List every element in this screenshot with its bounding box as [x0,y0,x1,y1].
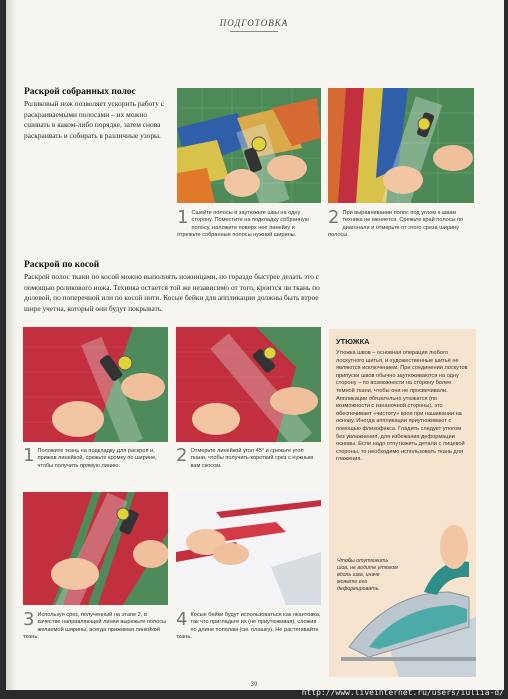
step-text: Используя срез, полученный на этапе 2, в качестве направляющей линии вырежьте полосы желаемой ширины, всегда прижимая линейкой ткань. [23,612,167,641]
section-header: ПОДГОТОВКА [219,18,289,28]
step-number: 2 [328,207,340,228]
step-text: Положите ткань на подкладку для раскроя и, прижав линейкой, срежьте кромку по ширине, чтобы получить прямую линию. [37,448,157,469]
photo-strip-cutting-1-art [177,88,321,203]
section1-title: Раскрой собранных полос [24,87,136,97]
section1-text: Роликовый нож позволяет ускорить работу с раскраиваемыми полосами – их можно сшивать в каком-либо порядке, затем снова раскраивать и собирать в различные узоры. [24,99,165,140]
sidebar-title: УТЮЖКА [336,337,370,346]
photo-bias-step3 [23,492,168,605]
photo-bias-step1 [23,327,168,442]
step-number: 4 [176,609,188,630]
section2-text: Раскрой полос ткани по косой можно выполнять ножницами, но гораздо быстрее делать это с помощью роликового ножа. Техника остается той же независимо от того, кроится ли ткань по долевой, по поперечной или по косой нити. Косые бейки для аппликации должны быть втрое шире учетна, который они будут покрывать. [24,272,320,313]
page-spine-shadow [6,0,16,690]
section1-step1-caption [177,207,319,240]
step-text: Сшейте полосы и заутюжьте швы на одну сторону. Поместите на подкладку собранную полосу, наложите поверх нее линейку и отрежьте собранные полосы нужной ширины. [177,210,309,239]
section2-step4-caption [176,609,321,642]
step-number: 1 [177,207,189,228]
step-number: 2 [176,445,188,466]
section2-step1-caption [23,445,168,470]
section2-title: Раскрой по косой [24,260,100,270]
photo-bias-step3-art [23,492,168,605]
photo-strip-cutting-2 [328,88,474,203]
step-number: 3 [23,609,35,630]
section2-step3-caption [23,609,168,642]
step-text: Отмерьте линейкой угол 45° и срежьте угол ткани, чтобы получить короткий срез с нужным вам скосом. [190,448,314,469]
photo-bias-step1-art [23,327,168,442]
step-number: 1 [23,445,35,466]
photo-strip-cutting-1 [177,88,321,203]
sidebar-text: Утюжка швов – основная операция любого лоскутного шитья, и художественные шитьё не являются исключением. При соединении лоскутов припуски швов обычно заутюживаются на одну сторону – по возможности на сторону более темной ткани, чтобы они не просвечивали. Аппликации обязательно утюжатся (по возможности с изнаночной стороны), это обеспечивает «чистоту» кроя при нашивании на основу. Иногда аппликации приутюживают с помощью флизофикса. Гладить следует утюгом без увлажнения, для избежания деформации основы. Если надо отпутюжить детали с лицевой стороны, то необходимо использовать ткань для глажения. [336,350,468,463]
photo-bias-step4-art [176,492,321,605]
watermark-url: http://www.liveinternet.ru/users/iuliia-d/ [301,688,504,697]
step-text: Косые бейки будут использоваться как окантовка, так что пригладьте их (не приутюживая), сложив по длине пополам (см. плашку). Не растягивайте ткань. [176,612,321,641]
page-number: 39 [250,682,258,688]
section2-step2-caption [176,445,321,470]
ironing-sidebar [329,329,476,677]
sidebar-note: Чтобы отутюжить шов, не водите утюгом вдоль шва, иначе можете его деформировать. [337,558,398,592]
photo-bias-step2 [176,327,321,442]
header-rule [230,31,278,32]
section1-step2-caption [328,207,472,240]
step-text: При выравнивании полос под углом к швам техника не меняется. Срежьте край полосы по диагонали и отмерьте от этого среза ширину полосы. [328,210,464,239]
photo-bias-step2-art [176,327,321,442]
photo-bias-step4 [176,492,321,605]
photo-strip-cutting-2-art [328,88,474,203]
